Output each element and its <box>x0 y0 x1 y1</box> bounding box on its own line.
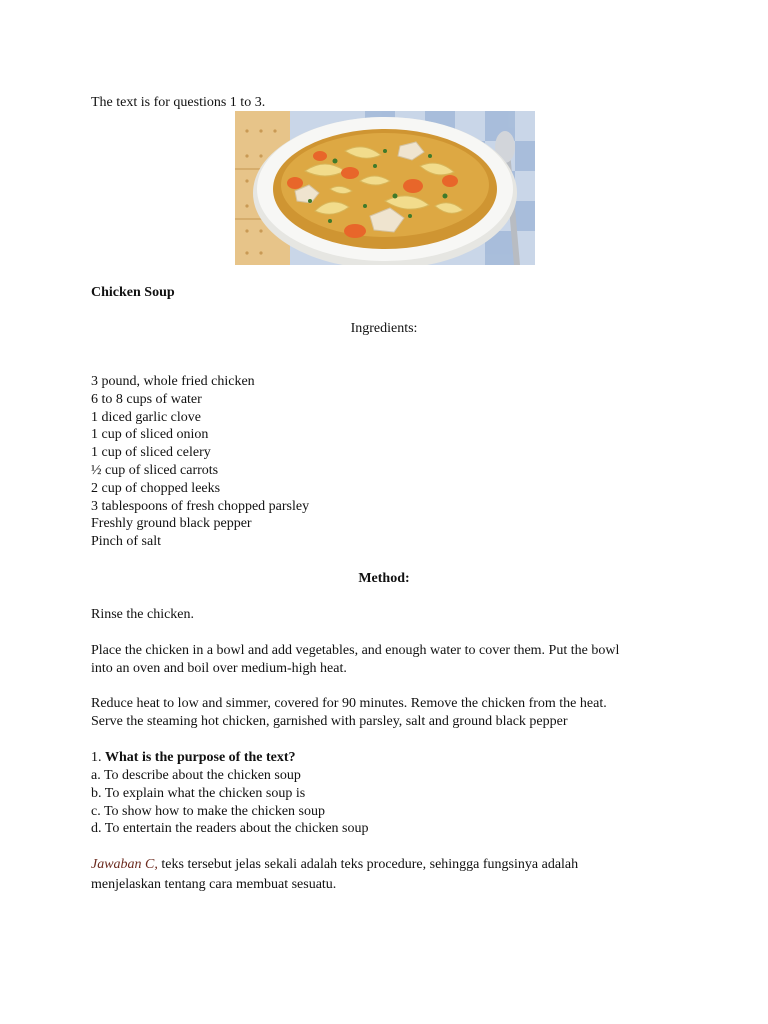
question-1 <box>91 749 296 767</box>
question-number: 1. <box>91 750 102 765</box>
method-step-3-line-1: Reduce heat to low and simmer, covered for 90 minutes. Remove the chicken from the heat. <box>91 696 607 711</box>
intro-text: The text is for questions 1 to 3. <box>91 95 266 110</box>
ingredient-item: 3 pound, whole fried chicken <box>91 374 255 389</box>
method-step-1: Rinse the chicken. <box>91 607 195 622</box>
chicken-soup-photo <box>235 111 535 265</box>
ingredient-item: 1 cup of sliced celery <box>91 445 211 461</box>
answer-label: Jawaban C, <box>91 857 158 872</box>
ingredient-item: 1 cup of sliced onion <box>91 427 209 443</box>
option-a: a. To describe about the chicken soup <box>91 768 301 783</box>
question-text: What is the purpose of the text? <box>105 750 296 765</box>
ingredient-item: 3 tablespoons of fresh chopped parsley <box>91 498 310 514</box>
method-step-3-line-2: Serve the steaming hot chicken, garnished with parsley, salt and ground black pepper <box>91 714 568 729</box>
ingredient-item: ½ cup of sliced carrots <box>91 462 219 478</box>
option-c: c. To show how to make the chicken soup <box>91 803 325 819</box>
answer-options <box>91 767 369 838</box>
method-step-2-line-1: Place the chicken in a bowl and add vegetables, and enough water to cover them. Put the bowl <box>91 643 620 658</box>
ingredient-item: Pinch of salt <box>91 534 161 550</box>
ingredient-item: 6 to 8 cups of water <box>91 391 202 407</box>
answer-explanation-line-2: menjelaskan tentang cara membuat sesuatu. <box>91 877 337 892</box>
ingredients-list <box>91 373 309 551</box>
ingredient-item: 2 cup of chopped leeks <box>91 480 221 496</box>
chicken-noodle-soup-image <box>235 111 535 265</box>
answer-explanation-line-1 <box>91 856 578 874</box>
option-d: d. To entertain the readers about the chicken soup <box>91 821 369 837</box>
method-step-2-line-2: into an oven and boil over medium-high heat. <box>91 661 347 676</box>
ingredient-item: 1 diced garlic clove <box>91 409 202 425</box>
ingredients-heading: Ingredients: <box>350 321 418 336</box>
answer-explanation-text: teks tersebut jelas sekali adalah teks procedure, sehingga fungsinya adalah <box>157 857 579 872</box>
recipe-title: Chicken Soup <box>91 285 175 300</box>
ingredient-item: Freshly ground black pepper <box>91 516 252 532</box>
option-b: b. To explain what the chicken soup is <box>91 785 306 801</box>
method-heading: Method: <box>358 571 410 586</box>
